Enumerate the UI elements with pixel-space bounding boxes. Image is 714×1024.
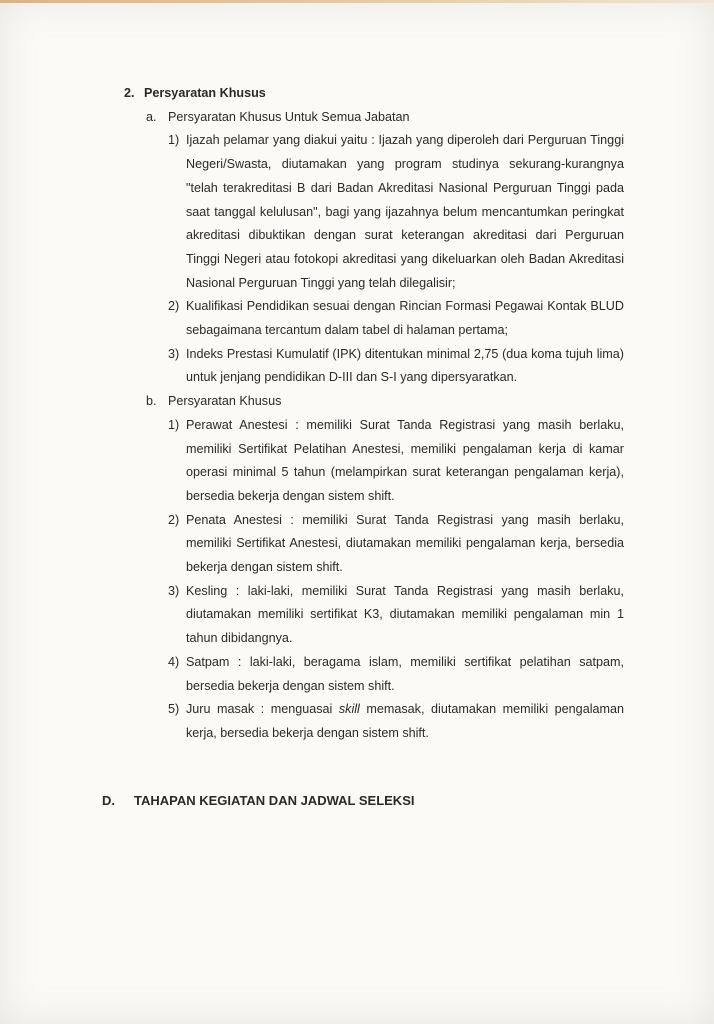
- list-item: [0, 414, 714, 509]
- list-item-text: Ijazah pelamar yang diakui yaitu : Ijazah yang diperoleh dari Perguruan Tinggi Negeri/Swasta, diutamakan yang program studinya sekurang-kurangnya "telah terakreditasi B dari Badan Akreditasi Nasional Perguruan Tinggi pada saat tanggal kelulusan", bagi yang ijazahnya belum mencantumkan peringkat akreditasi dibuktikan dengan surat keterangan akreditasi dari Perguruan Tinggi Negeri atau fotokopi akreditasi yang dikeluarkan oleh Badan Akreditasi Nasional Perguruan Tinggi yang telah dilegalisir;: [186, 133, 624, 290]
- section-d-heading: [102, 789, 414, 813]
- paper-edge: [0, 0, 714, 3]
- list-item-text-italic: skill: [338, 702, 360, 717]
- subsection-b-list: [0, 414, 714, 746]
- list-item-text: Indeks Prestasi Kumulatif (IPK) ditentukan minimal 2,75 (dua koma tujuh lima) untuk jenjang pendidikan D-III dan S-I yang dipersyaratkan.: [186, 346, 624, 385]
- list-item-text-start: Juru masak : menguasai: [186, 702, 339, 717]
- list-item-text: Penata Anestesi : memiliki Surat Tanda Registrasi yang masih berlaku, memiliki Sertifikat Anestesi, diutamakan memiliki pengalaman kerja, bersedia bekerja dengan sistem shift.: [186, 512, 624, 575]
- list-item-marker: 3): [168, 583, 180, 598]
- list-item-text: Kualifikasi Pendidikan sesuai dengan Rincian Formasi Pegawai Kontak BLUD sebagaimana tercantum dalam tabel di halaman pertama;: [186, 299, 624, 338]
- section-2-number: 2.: [124, 86, 135, 100]
- subsection-a-list: [0, 129, 714, 390]
- list-item-marker: 3): [168, 346, 180, 361]
- section-2-title: Persyaratan Khusus: [144, 86, 266, 100]
- list-item-marker: 2): [168, 512, 180, 527]
- list-item-marker: 5): [168, 702, 180, 717]
- list-item-text: Perawat Anestesi : memiliki Surat Tanda Registrasi yang masih berlaku, memiliki Sertifikat Pelatihan Anestesi, memiliki pengalaman kerja di kamar operasi minimal 5 tahun (melampirkan surat keterangan pengalaman kerja), bersedia bekerja dengan sistem shift.: [186, 417, 624, 503]
- list-item-text: Kesling : laki-laki, memiliki Surat Tanda Registrasi yang masih berlaku, diutamakan memiliki sertifikat K3, diutamakan memiliki pengalaman min 1 tahun dibidangnya.: [186, 583, 624, 646]
- list-item-text-end: memasak, diutamakan memiliki pengalaman kerja, bersedia bekerja dengan sistem shift.: [186, 702, 624, 740]
- subsection-a-marker: a.: [146, 109, 157, 124]
- list-item-marker: 1): [168, 133, 180, 148]
- section-2-heading: [124, 82, 714, 106]
- subsection-b-heading: [0, 390, 714, 414]
- list-item-marker: 2): [168, 299, 180, 314]
- section-d-letter: D.: [102, 793, 115, 808]
- list-item: [0, 295, 714, 342]
- subsection-b-marker: b.: [146, 394, 157, 409]
- list-item-text: Satpam : laki-laki, beragama islam, memiliki sertifikat pelatihan satpam, bersedia bekerja dengan sistem shift.: [186, 654, 624, 693]
- subsection-a-title: Persyaratan Khusus Untuk Semua Jabatan: [168, 109, 410, 124]
- list-item: [0, 343, 714, 390]
- list-item: [0, 580, 714, 651]
- document-content: [0, 82, 714, 746]
- list-item-marker: 1): [168, 417, 180, 432]
- list-item: [0, 651, 714, 698]
- list-item: [0, 698, 714, 745]
- list-item: [0, 509, 714, 580]
- list-item-marker: 4): [168, 654, 180, 669]
- subsection-a-heading: [0, 106, 714, 130]
- list-item: [0, 129, 714, 295]
- section-d-title: TAHAPAN KEGIATAN DAN JADWAL SELEKSI: [134, 793, 415, 808]
- subsection-b-title: Persyaratan Khusus: [168, 394, 282, 409]
